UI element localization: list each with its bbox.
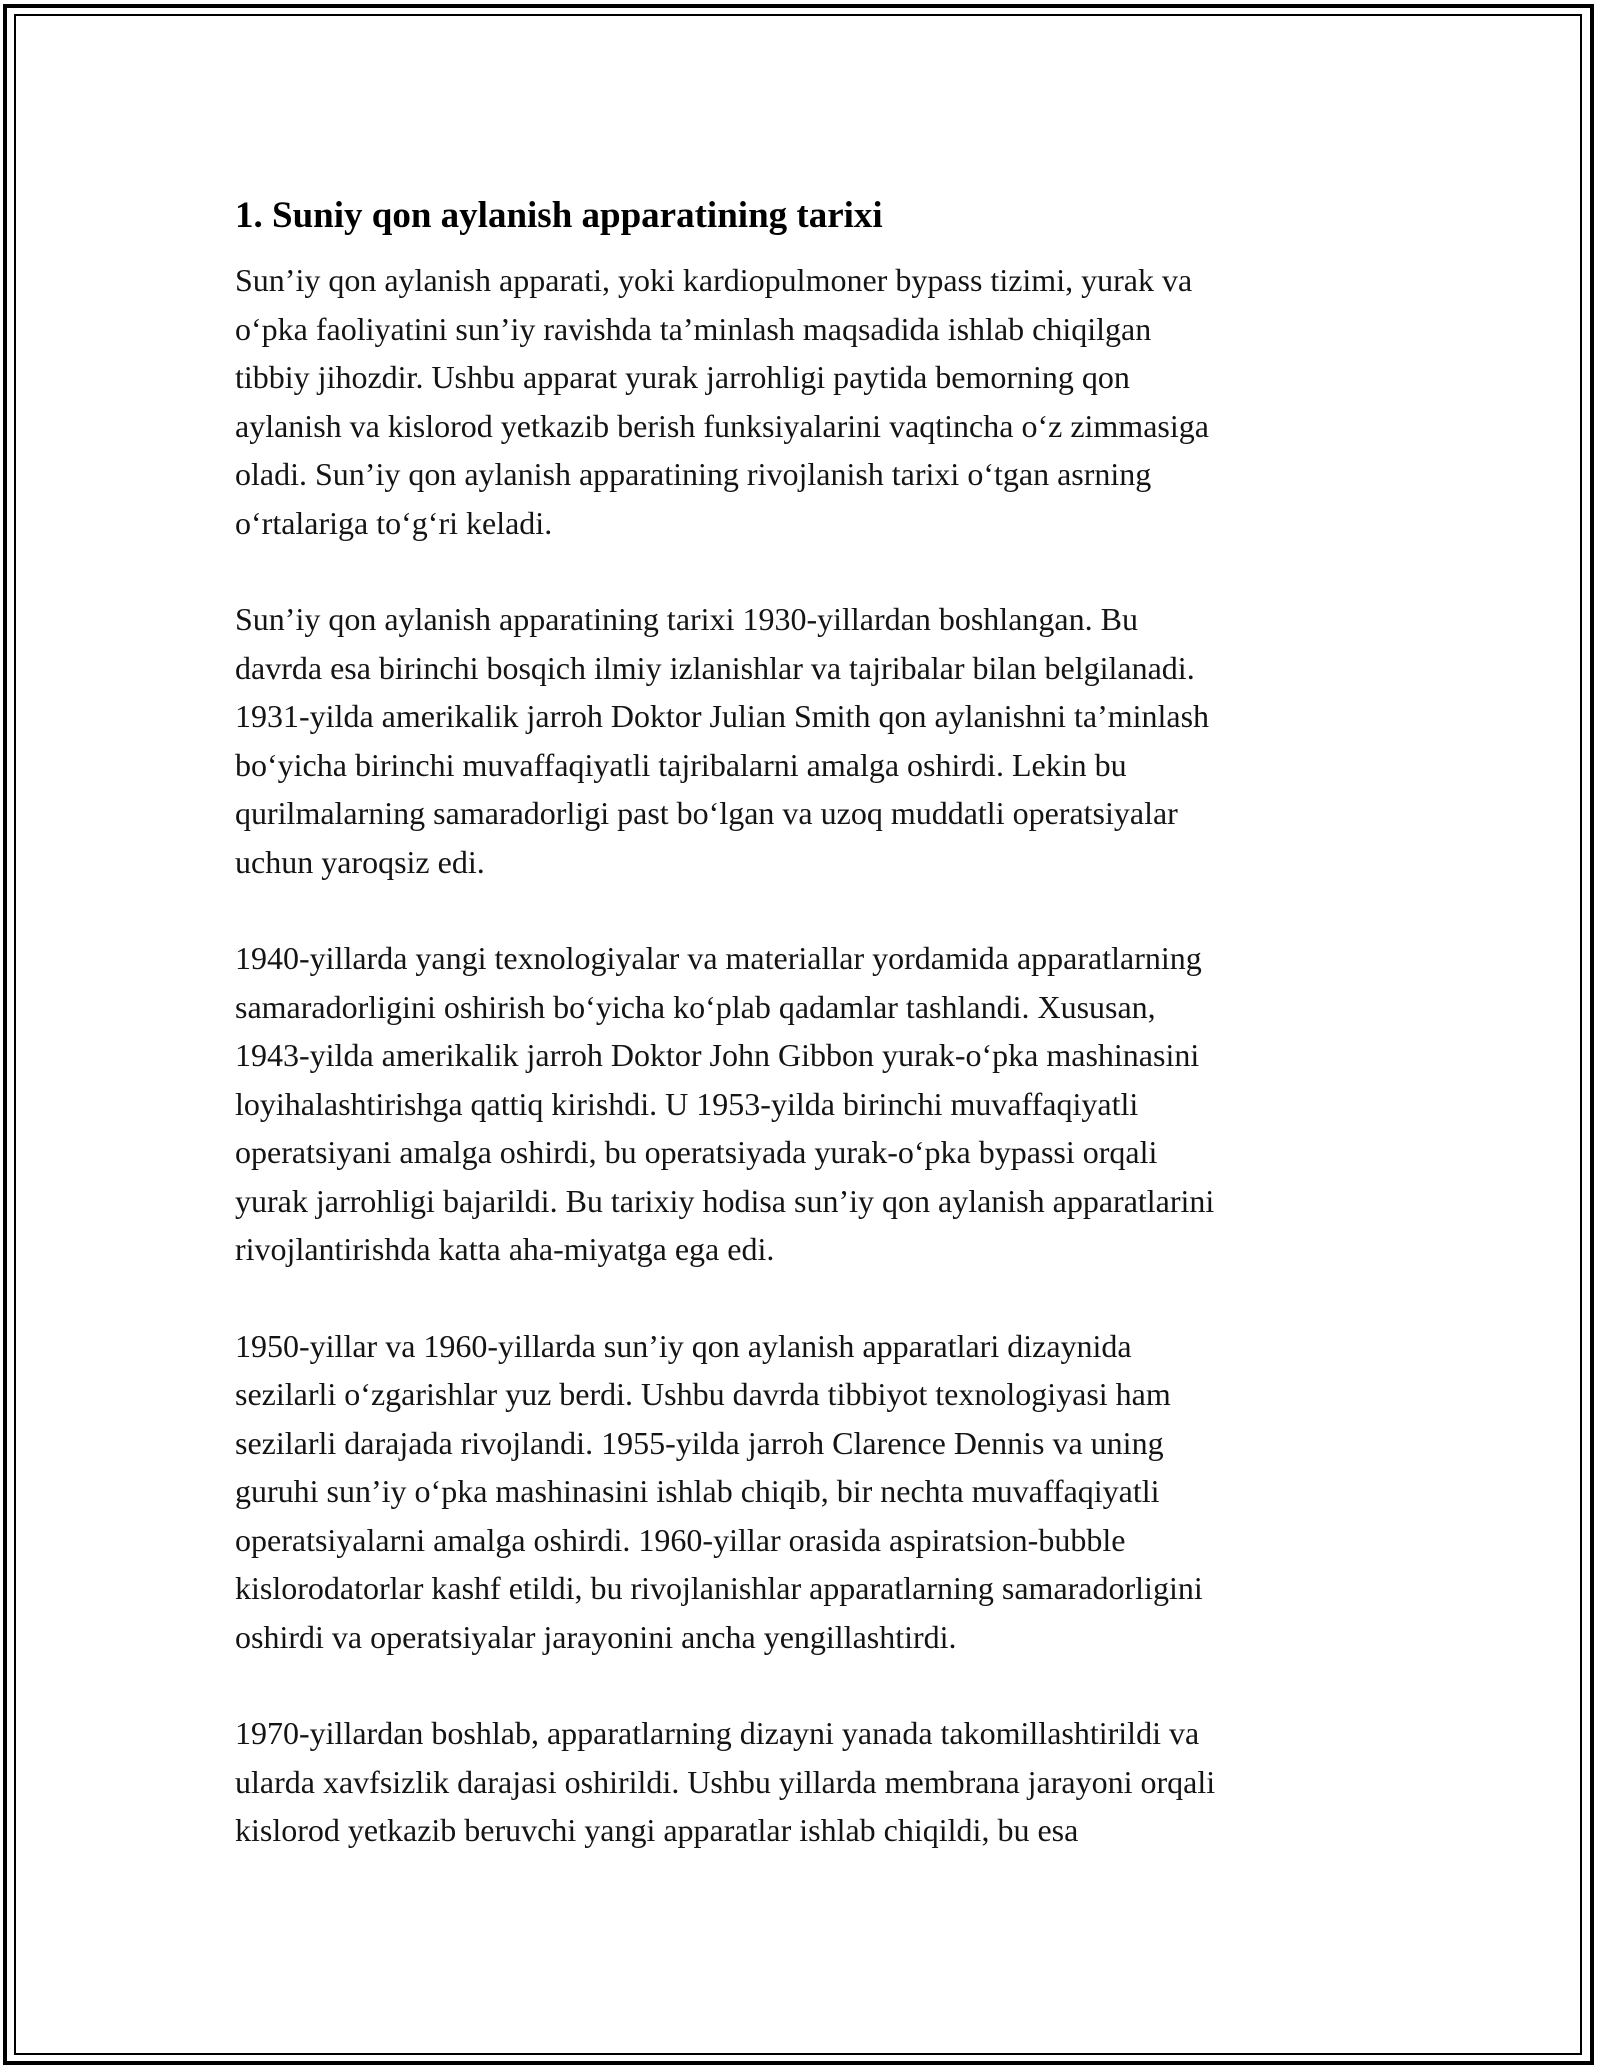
section-heading: 1. Suniy qon aylanish apparatining tarixi <box>235 195 883 236</box>
text-line: oladi. Sun’iy qon aylanish apparatining rivojlanish tarixi o‘tgan asrning <box>235 456 1152 492</box>
text-line: guruhi sun’iy o‘pka mashinasini ishlab chiqib, bir nechta muvaffaqiyatli <box>235 1473 1160 1509</box>
text-line: rivojlantirishda katta aha-miyatga ega edi. <box>235 1231 775 1267</box>
text-line: 1940-yillarda yangi texnologiyalar va materiallar yordamida apparatlarning <box>235 940 1202 976</box>
text-line: sezilarli darajada rivojlandi. 1955-yilda jarroh Clarence Dennis va uning <box>235 1424 1164 1461</box>
text-line: loyihalashtirishga qattiq kirishdi. U 1953-yilda birinchi muvaffaqiyatli <box>235 1085 1139 1122</box>
text-line: bo‘yicha birinchi muvaffaqiyatli tajribalarni amalga oshirdi. Lekin bu <box>235 746 1127 783</box>
paragraph-4 <box>235 1322 1375 1662</box>
text-line: o‘rtalariga to‘g‘ri keladi. <box>235 504 553 541</box>
text-line: 1943-yilda amerikalik jarroh Doktor John Gibbon yurak-o‘pka mashinasini <box>235 1037 1200 1073</box>
paragraph-3 <box>235 934 1375 1274</box>
text-line: Sun’iy qon aylanish apparati, yoki kardiopulmoner bypass tizimi, yurak va <box>235 262 1193 298</box>
text-line: tibbiy jihozdir. Ushbu apparat yurak jarrohligi paytida bemorning qon <box>235 359 1130 395</box>
document-content <box>235 188 1375 1903</box>
text-line: aylanish va kislorod yetkazib berish funksiyalarini vaqtincha o‘z zimmasiga <box>235 407 1209 444</box>
text-line: 1970-yillardan boshlab, apparatlarning dizayni yanada takomillashtirildi va <box>235 1715 1200 1751</box>
text-line: operatsiyani amalga oshirdi, bu operatsiyada yurak-o‘pka bypassi orqali <box>235 1134 1158 1170</box>
text-line: o‘pka faoliyatini sun’iy ravishda ta’minlash maqsadida ishlab chiqilgan <box>235 310 1152 347</box>
text-line: Sun’iy qon aylanish apparatining tarixi 1930-yillardan boshlangan. Bu <box>235 601 1138 637</box>
paragraph-1 <box>235 256 1375 547</box>
text-line: yurak jarrohligi bajarildi. Bu tarixiy hodisa sun’iy qon aylanish apparatlarini <box>235 1182 1215 1219</box>
text-line: kislorodatorlar kashf etildi, bu rivojlanishlar apparatlarning samaradorligini <box>235 1570 1203 1606</box>
text-line: qurilmalarning samaradorligi past bo‘lgan va uzoq muddatli operatsiyalar <box>235 795 1178 831</box>
text-line: 1950-yillar va 1960-yillarda sun’iy qon aylanish apparatlari dizaynida <box>235 1327 1132 1364</box>
text-line: oshirdi va operatsiyalar jarayonini ancha yengillashtirdi. <box>235 1618 957 1655</box>
paragraph-5 <box>235 1709 1375 1855</box>
text-line: 1931-yilda amerikalik jarroh Doktor Julian Smith qon aylanishni ta’minlash <box>235 698 1210 734</box>
text-line: sezilarli o‘zgarishlar yuz berdi. Ushbu davrda tibbiyot texnologiyasi ham <box>235 1376 1171 1412</box>
text-line: operatsiyalarni amalga oshirdi. 1960-yillar orasida aspiratsion-bubble <box>235 1521 1126 1558</box>
text-line: ularda xavfsizlik darajasi oshirildi. Ushbu yillarda membrana jarayoni orqali <box>235 1763 1216 1800</box>
text-line: kislorod yetkazib beruvchi yangi apparatlar ishlab chiqildi, bu esa <box>235 1812 1079 1848</box>
text-line: davrda esa birinchi bosqich ilmiy izlanishlar va tajribalar bilan belgilanadi. <box>235 649 1195 686</box>
text-line: uchun yaroqsiz edi. <box>235 843 485 880</box>
text-line: samaradorligini oshirish bo‘yicha ko‘plab qadamlar tashlandi. Xususan, <box>235 988 1156 1025</box>
paragraph-2 <box>235 595 1375 886</box>
